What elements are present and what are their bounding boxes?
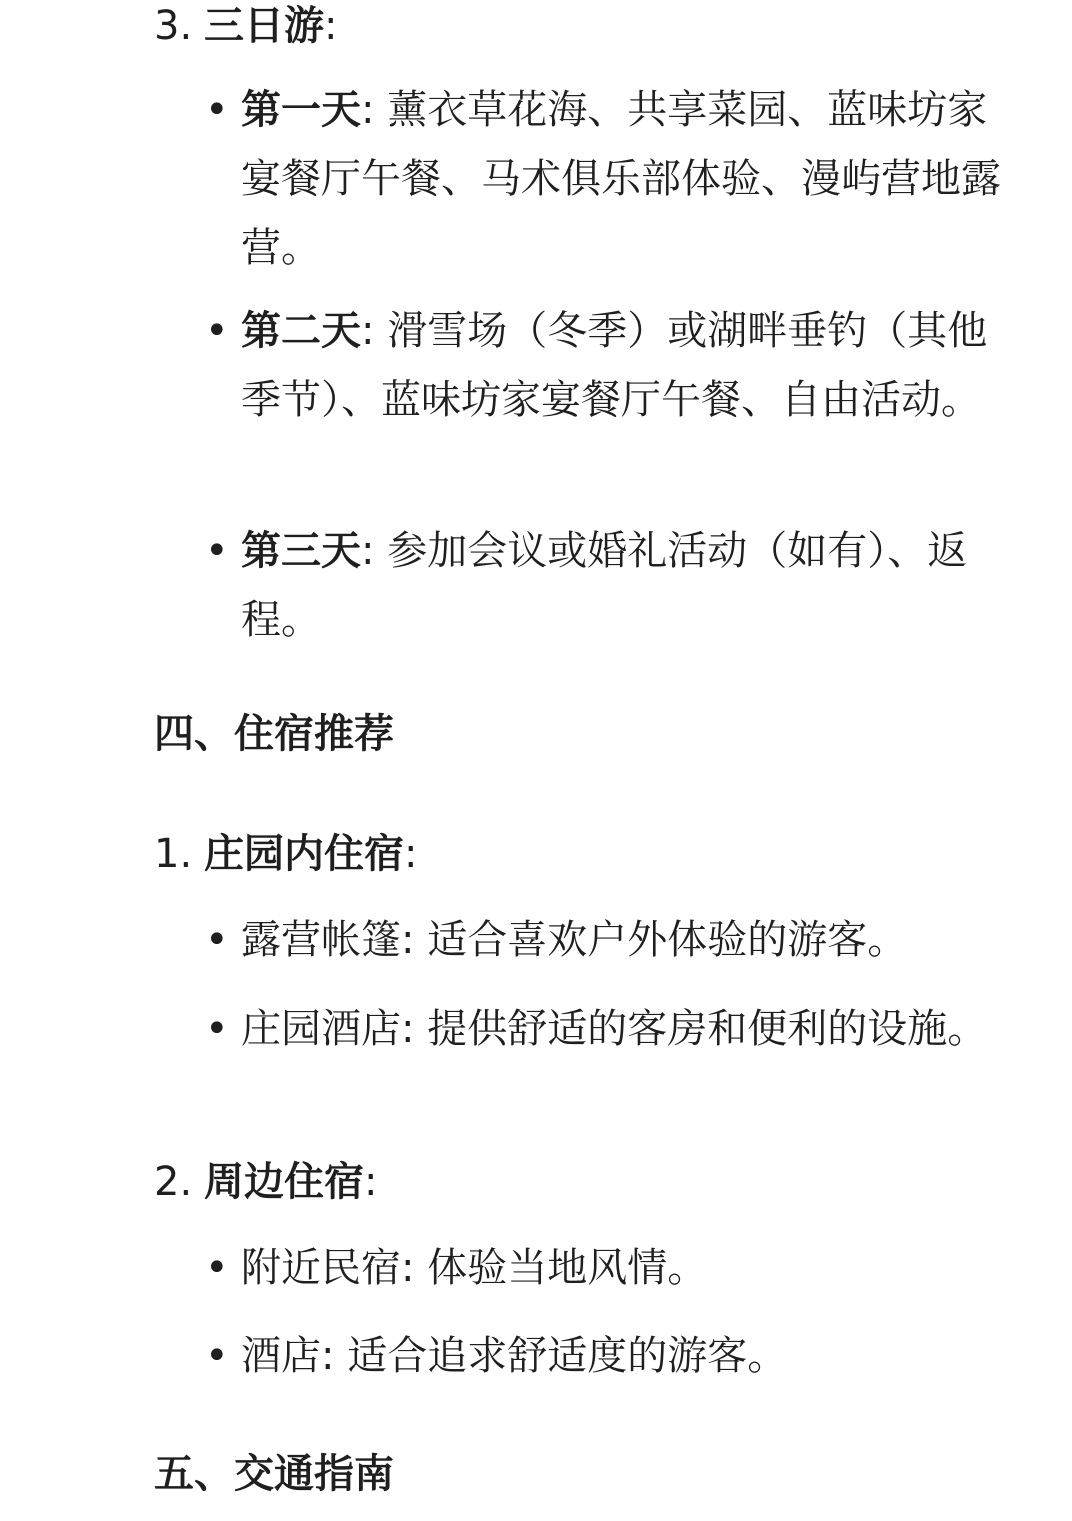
section-heading-transport: 五、交通指南 (154, 1451, 394, 1497)
colon: : (401, 917, 415, 963)
bullet-text (241, 76, 1027, 283)
bullet-text (241, 995, 1027, 1064)
bullet-hotel (205, 1322, 1027, 1391)
bullet-body: 适合喜欢户外体验的游客。 (427, 917, 908, 963)
bullet-label: 第二天 (241, 308, 361, 354)
bullet-label: 庄园酒店 (241, 1006, 401, 1052)
section-heading-lodging: 四、住宿推荐 (154, 711, 394, 757)
colon: : (401, 1006, 415, 1052)
bullet-camping-tent (205, 906, 1027, 975)
bullet-text (241, 517, 1027, 655)
list-number: 3. (154, 3, 193, 49)
list-number: 1. (154, 831, 193, 877)
list-item-nearby-lodging (154, 1158, 377, 1206)
bullet-label: 第一天 (241, 87, 361, 133)
bullet-text (241, 297, 1027, 435)
bullet-dot: • (205, 87, 229, 133)
bullet-body: 体验当地风情。 (427, 1245, 708, 1291)
colon: : (321, 1333, 335, 1379)
list-item-three-day-trip (154, 2, 337, 50)
list-item-title: 三日游 (204, 3, 324, 49)
colon: : (361, 87, 375, 133)
bullet-text (241, 906, 1027, 975)
colon: : (404, 831, 418, 877)
list-item-title: 庄园内住宿 (204, 831, 404, 877)
colon: : (361, 528, 375, 574)
bullet-label: 第三天 (241, 528, 361, 574)
bullet-label: 附近民宿 (241, 1245, 401, 1291)
bullet-day-two (205, 297, 1027, 435)
bullet-body: 薰衣草花海、共享菜园、蓝味坊家宴餐厅午餐、马术俱乐部体验、漫屿营地露营。 (241, 87, 1001, 271)
bullet-nearby-homestay (205, 1234, 1027, 1303)
bullet-dot: • (205, 528, 229, 574)
bullet-text (241, 1234, 1027, 1303)
bullet-body: 适合追求舒适度的游客。 (347, 1333, 788, 1379)
bullet-body: 参加会议或婚礼活动（如有）、返程。 (241, 528, 968, 643)
bullet-dot: • (205, 308, 229, 354)
list-item-title: 周边住宿 (204, 1159, 364, 1205)
bullet-dot: • (205, 1333, 229, 1379)
bullet-dot: • (205, 1245, 229, 1291)
bullet-text (241, 1322, 1027, 1391)
colon: : (324, 3, 338, 49)
bullet-label: 露营帐篷 (241, 917, 401, 963)
list-item-onsite-lodging (154, 830, 417, 878)
bullet-day-three (205, 517, 1027, 655)
bullet-day-one (205, 76, 1027, 283)
bullet-dot: • (205, 917, 229, 963)
bullet-label: 酒店 (241, 1333, 321, 1379)
colon: : (364, 1159, 378, 1205)
bullet-dot: • (205, 1006, 229, 1052)
bullet-body: 滑雪场（冬季）或湖畔垂钓（其他季节）、蓝味坊家宴餐厅午餐、自由活动。 (241, 308, 988, 423)
bullet-body: 提供舒适的客房和便利的设施。 (427, 1006, 988, 1052)
bullet-estate-hotel (205, 995, 1027, 1064)
list-number: 2. (154, 1159, 193, 1205)
colon: : (401, 1245, 415, 1291)
colon: : (361, 308, 375, 354)
